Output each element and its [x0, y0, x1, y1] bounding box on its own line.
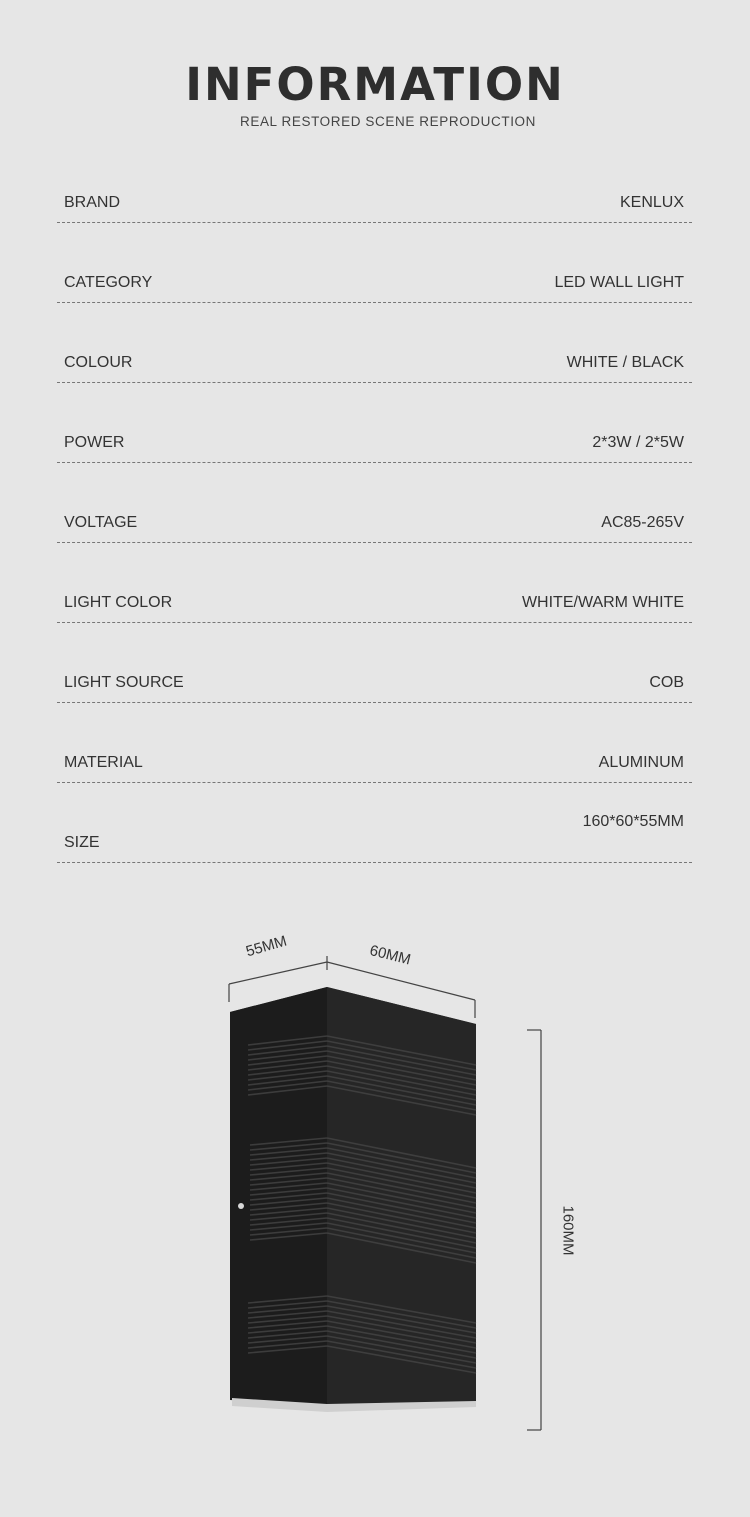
lamp-body	[230, 987, 476, 1412]
height-dimension-label: 160MM	[559, 1205, 577, 1256]
spec-row-material	[57, 752, 692, 783]
spec-label: MATERIAL	[64, 754, 143, 771]
page-subtitle: REAL RESTORED SCENE REPRODUCTION	[240, 114, 536, 129]
spec-value: AC85-265V	[601, 514, 684, 531]
spec-label: LIGHT SOURCE	[64, 674, 184, 691]
spec-row-colour	[57, 352, 692, 383]
spec-value: COB	[649, 674, 684, 691]
spec-row-brand	[57, 192, 692, 223]
spec-row-power	[57, 432, 692, 463]
spec-label: COLOUR	[64, 354, 133, 371]
spec-row-light-color	[57, 592, 692, 623]
wall-light-illustration	[0, 920, 750, 1460]
spec-value: ALUMINUM	[598, 754, 684, 771]
spec-label: SIZE	[64, 834, 100, 851]
spec-value: 160*60*55MM	[582, 813, 684, 830]
screw-icon	[238, 1203, 244, 1209]
spec-label: CATEGORY	[64, 274, 153, 291]
spec-value: KENLUX	[619, 194, 684, 211]
page-title: INFORMATION	[185, 58, 565, 111]
spec-label: POWER	[64, 434, 125, 451]
spec-value: LED WALL LIGHT	[554, 274, 684, 291]
width-dimension-label: 60MM	[367, 942, 413, 969]
spec-label: VOLTAGE	[64, 514, 138, 531]
spec-value: WHITE/WARM WHITE	[521, 594, 684, 611]
spec-label: LIGHT COLOR	[64, 594, 173, 611]
spec-label: BRAND	[64, 194, 121, 211]
spec-row-voltage	[57, 512, 692, 543]
depth-dimension-label: 55MM	[244, 932, 289, 961]
spec-value: 2*3W / 2*5W	[592, 434, 684, 451]
height-dimension-line	[527, 1030, 541, 1430]
spec-row-category	[57, 272, 692, 303]
product-dimension-diagram	[0, 920, 750, 1460]
spec-row-size	[57, 813, 692, 863]
spec-row-light-source	[57, 672, 692, 703]
spec-value: WHITE / BLACK	[566, 354, 684, 371]
